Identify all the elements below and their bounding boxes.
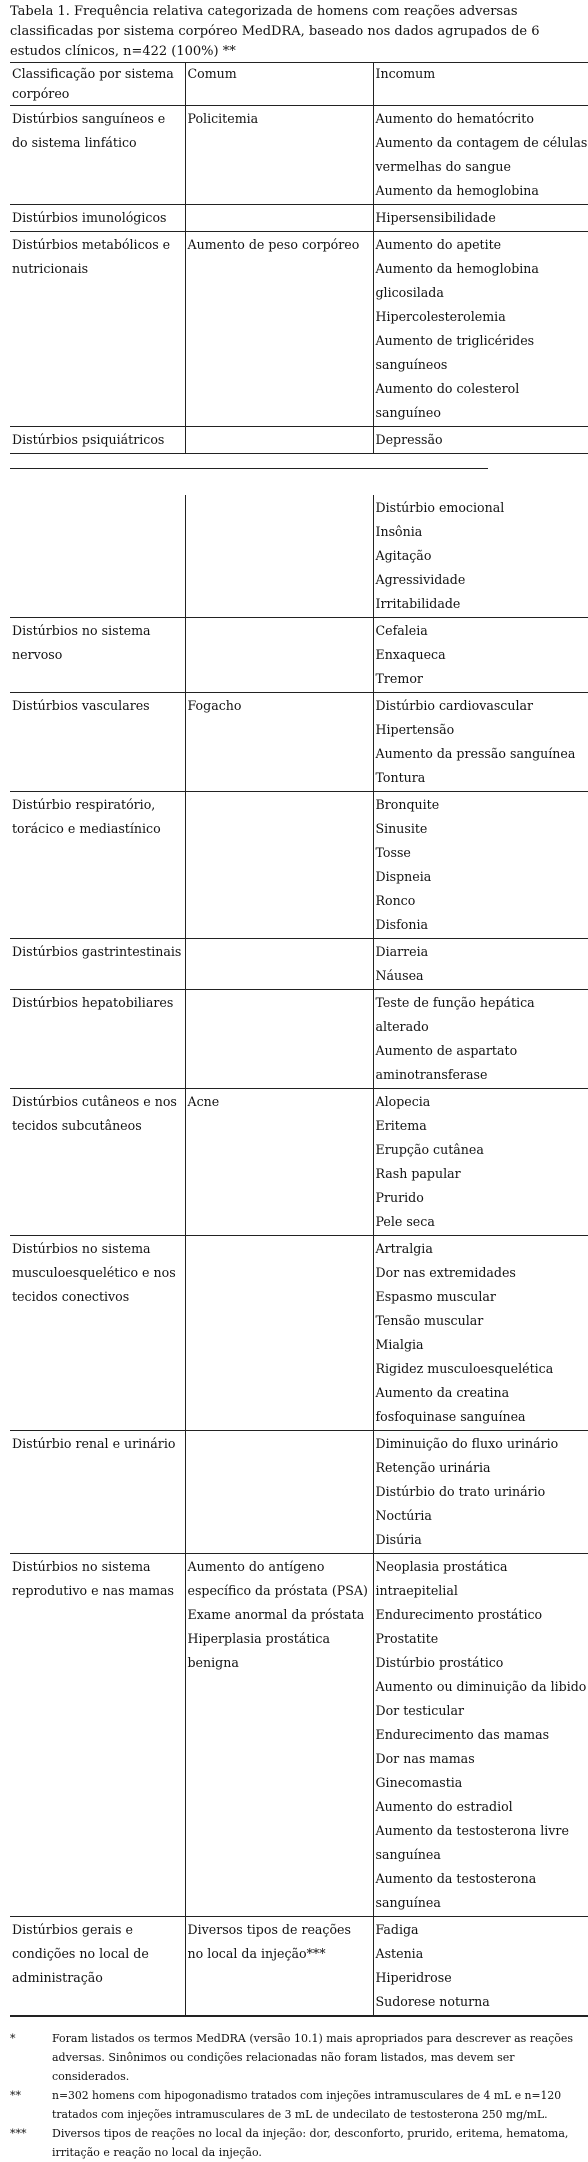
system-class-cell: Distúrbios imunológicos (10, 205, 185, 232)
incomum-reaction: Diarreia (376, 940, 588, 964)
comum-cell (185, 939, 373, 990)
comum-cell (185, 792, 373, 939)
incomum-reaction: Disfonia (376, 913, 588, 937)
footnote-text: Diversos tipos de reações no local da injeção: dor, desconforto, prurido, eritema, hematoma, irritação e reação no local da injeção. (52, 2124, 588, 2162)
footnote-symbol: ** (10, 2086, 52, 2124)
system-class-cell: Distúrbios no sistema musculoesquelético e nos tecidos conectivos (10, 1236, 185, 1431)
comum-cell (185, 693, 373, 792)
footnote (10, 2086, 588, 2124)
system-class-cell: Distúrbios hepatobiliares (10, 990, 185, 1089)
system-class-cell: Distúrbios cutâneos e nos tecidos subcutâneos (10, 1089, 185, 1236)
incomum-reaction: Alopecia (376, 1090, 588, 1114)
incomum-reaction: Pele seca (376, 1210, 588, 1234)
system-class-cell: Distúrbios metabólicos e nutricionais (10, 232, 185, 427)
incomum-cell (373, 205, 588, 232)
table-row (10, 792, 588, 939)
incomum-reaction: Dor nas mamas (376, 1747, 588, 1771)
header-system: Classificação por sistema corpóreo (10, 63, 185, 106)
comum-reaction: Aumento de peso corpóreo (188, 233, 371, 257)
incomum-cell (373, 1554, 588, 1917)
incomum-reaction: Aumento do estradiol (376, 1795, 588, 1819)
comum-cell (185, 1554, 373, 1917)
incomum-reaction: Astenia (376, 1942, 588, 1966)
comum-cell (185, 205, 373, 232)
incomum-reaction: Ginecomastia (376, 1771, 588, 1795)
incomum-reaction: Neoplasia prostática intraepitelial (376, 1555, 588, 1603)
incomum-reaction: Depressão (376, 428, 588, 452)
comum-reaction: Diversos tipos de reações no local da injeção*** (188, 1918, 371, 1966)
incomum-reaction: Cefaleia (376, 619, 588, 643)
incomum-cell (373, 1431, 588, 1554)
comum-cell (185, 1089, 373, 1236)
incomum-reaction: Dor testicular (376, 1699, 588, 1723)
incomum-reaction: Distúrbio emocional (376, 496, 588, 520)
incomum-reaction: Aumento de triglicérides sanguíneos (376, 329, 588, 377)
comum-cell (185, 1917, 373, 2016)
footnote-symbol: * (10, 2029, 52, 2086)
incomum-reaction: Sudorese noturna (376, 1990, 588, 2014)
incomum-cell (373, 427, 588, 454)
comum-cell (185, 1236, 373, 1431)
incomum-reaction: Artralgia (376, 1237, 588, 1261)
incomum-reaction: Sinusite (376, 817, 588, 841)
table-row (10, 1917, 588, 2016)
footnotes (10, 2016, 588, 2162)
incomum-reaction: Prurido (376, 1186, 588, 1210)
incomum-cell (373, 1236, 588, 1431)
footnote-symbol: *** (10, 2124, 52, 2162)
incomum-reaction: Aumento do hematócrito (376, 107, 588, 131)
incomum-reaction: Rigidez musculoesquelética (376, 1357, 588, 1381)
comum-reaction: Policitemia (188, 107, 371, 131)
incomum-reaction: Aumento da testosterona livre sanguínea (376, 1819, 588, 1867)
system-class-cell (10, 495, 185, 618)
footnote (10, 2124, 588, 2162)
table-row (10, 618, 588, 693)
incomum-reaction: Agitação (376, 544, 588, 568)
incomum-reaction: Aumento do colesterol sanguíneo (376, 377, 588, 425)
adverse-reactions-table-part1 (10, 62, 588, 454)
incomum-reaction: Aumento da pressão sanguínea (376, 742, 588, 766)
adverse-reactions-table-part2 (10, 495, 588, 2016)
comum-cell (185, 427, 373, 454)
incomum-reaction: Irritabilidade (376, 592, 588, 616)
incomum-cell (373, 495, 588, 618)
comum-cell (185, 990, 373, 1089)
table-row (10, 1089, 588, 1236)
incomum-reaction: Distúrbio cardiovascular (376, 694, 588, 718)
incomum-reaction: Tosse (376, 841, 588, 865)
incomum-cell (373, 693, 588, 792)
table-row (10, 495, 588, 618)
incomum-reaction: Enxaqueca (376, 643, 588, 667)
footnote-text: Foram listados os termos MedDRA (versão 10.1) mais apropriados para descrever as reações adversas. Sinônimos ou condições relacionadas não foram listados, mas devem ser considerados. (52, 2029, 588, 2086)
comum-cell (185, 106, 373, 205)
incomum-reaction: Tremor (376, 667, 588, 691)
incomum-cell (373, 1089, 588, 1236)
incomum-reaction: Prostatite (376, 1627, 588, 1651)
table-row (10, 232, 588, 427)
incomum-reaction: Noctúria (376, 1504, 588, 1528)
comum-reaction: Aumento do antígeno específico da próstata (PSA) (188, 1555, 371, 1603)
header-incomum: Incomum (373, 63, 588, 106)
comum-reaction: Exame anormal da próstata (188, 1603, 371, 1627)
incomum-reaction: Aumento da testosterona sanguínea (376, 1867, 588, 1915)
incomum-cell (373, 792, 588, 939)
system-class-cell: Distúrbios gastrintestinais (10, 939, 185, 990)
system-class-cell: Distúrbios psiquiátricos (10, 427, 185, 454)
incomum-reaction: Disúria (376, 1528, 588, 1552)
system-class-cell: Distúrbios gerais e condições no local de administração (10, 1917, 185, 2016)
system-class-cell: Distúrbio renal e urinário (10, 1431, 185, 1554)
incomum-reaction: Aumento da creatina fosfoquinase sanguínea (376, 1381, 588, 1429)
comum-reaction: Acne (188, 1090, 371, 1114)
system-class-cell: Distúrbios no sistema reprodutivo e nas mamas (10, 1554, 185, 1917)
incomum-reaction: Distúrbio do trato urinário (376, 1480, 588, 1504)
comum-reaction: Hiperplasia prostática benigna (188, 1627, 371, 1675)
comum-cell (185, 232, 373, 427)
incomum-reaction: Endurecimento das mamas (376, 1723, 588, 1747)
incomum-reaction: Náusea (376, 964, 588, 988)
incomum-reaction: Fadiga (376, 1918, 588, 1942)
incomum-reaction: Dispneia (376, 865, 588, 889)
document-page (10, 0, 588, 2162)
incomum-reaction: Espasmo muscular (376, 1285, 588, 1309)
system-class-cell: Distúrbios vasculares (10, 693, 185, 792)
incomum-reaction: Distúrbio prostático (376, 1651, 588, 1675)
incomum-reaction: Endurecimento prostático (376, 1603, 588, 1627)
table-row (10, 1236, 588, 1431)
footnote-text: n=302 homens com hipogonadismo tratados com injeções intramusculares de 4 mL e n=120 tratados com injeções intramusculares de 3 mL de undecilato de testosterona 250 mg/mL. (52, 2086, 588, 2124)
incomum-reaction: Bronquite (376, 793, 588, 817)
incomum-reaction: Aumento da hemoglobina (376, 179, 588, 203)
incomum-reaction: Agressividade (376, 568, 588, 592)
incomum-reaction: Aumento da contagem de células vermelhas do sangue (376, 131, 588, 179)
system-class-cell: Distúrbios no sistema nervoso (10, 618, 185, 693)
incomum-reaction: Aumento ou diminuição da libido (376, 1675, 588, 1699)
incomum-reaction: Mialgia (376, 1333, 588, 1357)
system-class-cell: Distúrbio respiratório, torácico e mediastínico (10, 792, 185, 939)
incomum-reaction: Hipertensão (376, 718, 588, 742)
incomum-reaction: Erupção cutânea (376, 1138, 588, 1162)
table-row (10, 1554, 588, 1917)
comum-cell (185, 495, 373, 618)
table-row (10, 990, 588, 1089)
incomum-reaction: Aumento do apetite (376, 233, 588, 257)
footnote (10, 2029, 588, 2086)
incomum-cell (373, 232, 588, 427)
system-class-cell: Distúrbios sanguíneos e do sistema linfático (10, 106, 185, 205)
page-break-line (10, 468, 488, 469)
incomum-cell (373, 106, 588, 205)
incomum-reaction: Hipersensibilidade (376, 206, 588, 230)
incomum-reaction: Insônia (376, 520, 588, 544)
incomum-reaction: Hipercolesterolemia (376, 305, 588, 329)
table-row (10, 693, 588, 792)
table-row (10, 106, 588, 205)
table-row (10, 205, 588, 232)
comum-reaction: Fogacho (188, 694, 371, 718)
incomum-reaction: Retenção urinária (376, 1456, 588, 1480)
incomum-reaction: Rash papular (376, 1162, 588, 1186)
incomum-reaction: Aumento da hemoglobina glicosilada (376, 257, 588, 305)
table-title: Tabela 1. Frequência relativa categorizada de homens com reações adversas classificadas por sistema corpóreo MedDRA, baseado nos dados agrupados de 6 estudos clínicos, n=422 (100%) ** (10, 2, 570, 62)
incomum-reaction: Teste de função hepática alterado (376, 991, 588, 1039)
table-header-row (10, 63, 588, 106)
comum-cell (185, 1431, 373, 1554)
table-row (10, 427, 588, 454)
header-comum: Comum (185, 63, 373, 106)
incomum-reaction: Hiperidrose (376, 1966, 588, 1990)
incomum-reaction: Tensão muscular (376, 1309, 588, 1333)
incomum-cell (373, 939, 588, 990)
incomum-reaction: Dor nas extremidades (376, 1261, 588, 1285)
incomum-reaction: Diminuição do fluxo urinário (376, 1432, 588, 1456)
incomum-cell (373, 1917, 588, 2016)
incomum-reaction: Ronco (376, 889, 588, 913)
incomum-reaction: Tontura (376, 766, 588, 790)
incomum-cell (373, 618, 588, 693)
comum-cell (185, 618, 373, 693)
incomum-cell (373, 990, 588, 1089)
table-row (10, 1431, 588, 1554)
table-row (10, 939, 588, 990)
incomum-reaction: Aumento de aspartato aminotransferase (376, 1039, 588, 1087)
incomum-reaction: Eritema (376, 1114, 588, 1138)
